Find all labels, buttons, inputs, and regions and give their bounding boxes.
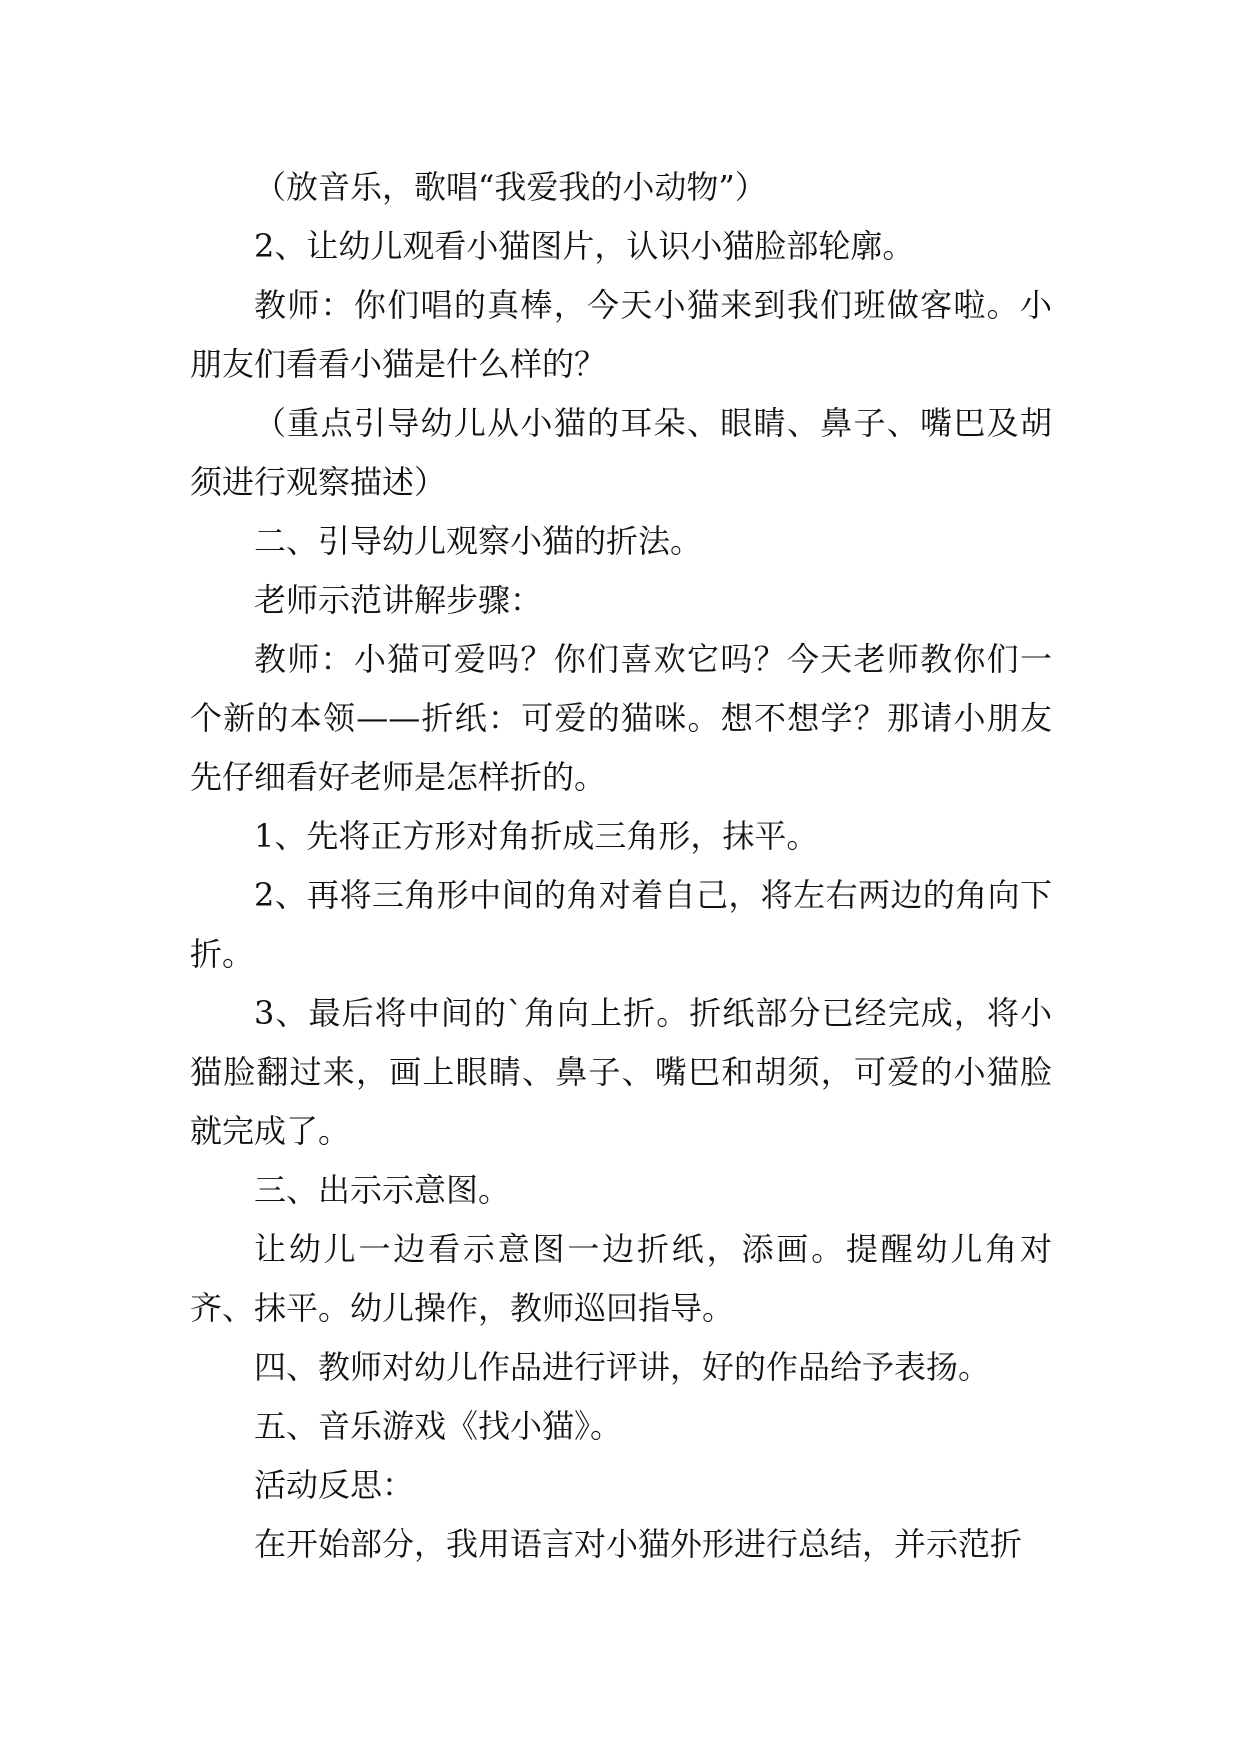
document-body xyxy=(190,158,1052,1574)
paragraph-fold-step-2: 2、再将三角形中间的角对着自己，将左右两边的角向下折。 xyxy=(190,876,1052,973)
section-heading-music-game: 五、音乐游戏《找小猫》。 xyxy=(254,1407,623,1445)
heading-reflection: 活动反思： xyxy=(254,1466,415,1504)
section-heading-folding: 二、引导幼儿观察小猫的折法。 xyxy=(254,522,703,560)
paragraph-fold-step-1: 1、先将正方形对角折成三角形，抹平。 xyxy=(254,817,819,855)
paragraph-reflection-body: 在开始部分，我用语言对小猫外形进行总结，并示范折 xyxy=(254,1525,1023,1563)
paragraph-demo-steps: 老师示范讲解步骤： xyxy=(254,581,543,619)
paragraph-fold-step-3: 3、最后将中间的`角向上折。折纸部分已经完成，将小猫脸翻过来，画上眼睛、鼻子、嘴巴和胡须，可爱的小猫脸就完成了。 xyxy=(190,994,1052,1150)
paragraph-step-2-observe: 2、让幼儿观看小猫图片，认识小猫脸部轮廓。 xyxy=(254,227,915,265)
paragraph-guidance-note: （重点引导幼儿从小猫的耳朵、眼睛、鼻子、嘴巴及胡须进行观察描述） xyxy=(190,404,1052,501)
section-heading-diagram: 三、出示示意图。 xyxy=(254,1171,511,1209)
paragraph-teacher-question: 教师：小猫可爱吗？你们喜欢它吗？今天老师教你们一个新的本领——折纸：可爱的猫咪。想不想学？那请小朋友先仔细看好老师是怎样折的。 xyxy=(190,640,1052,796)
paragraph-child-practice: 让幼儿一边看示意图一边折纸，添画。提醒幼儿角对齐、抹平。幼儿操作，教师巡回指导。 xyxy=(190,1230,1052,1327)
paragraph-teacher-intro: 教师：你们唱的真棒，今天小猫来到我们班做客啦。小朋友们看看小猫是什么样的？ xyxy=(190,286,1052,383)
section-heading-evaluation: 四、教师对幼儿作品进行评讲，好的作品给予表扬。 xyxy=(254,1348,991,1386)
paragraph-music-note: （放音乐，歌唱“我爱我的小动物”） xyxy=(254,168,767,206)
